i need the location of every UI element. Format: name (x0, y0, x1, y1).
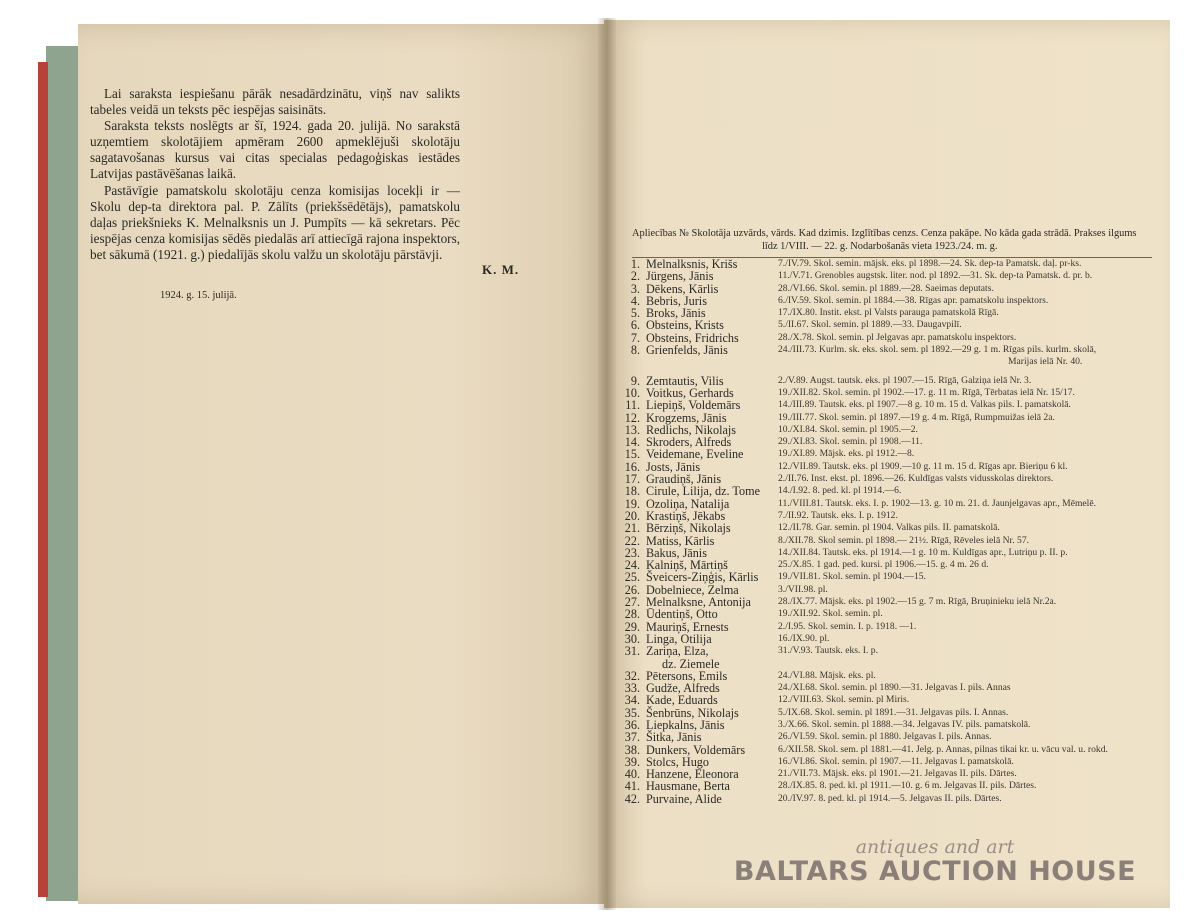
teacher-name-line: Kalniņš, Mārtiņš (646, 558, 728, 573)
row-number: 5. (630, 306, 640, 321)
teacher-name-line: Linga, Otilija (646, 631, 712, 646)
row-number: 20. (624, 508, 640, 523)
teacher-details (778, 307, 999, 319)
teacher-details (778, 448, 914, 460)
teacher-name-line: Šenbrūns, Nikolajs (646, 705, 739, 720)
teacher-details (778, 682, 1011, 694)
row-number: 34. (624, 693, 640, 708)
header-line-2: līdz 1/VIII. — 22. g. Nodarbošanās vieta 1923./24. m. g. (762, 241, 998, 252)
teacher-name-line: Matiss, Kārlis (646, 533, 715, 548)
teacher-details-line: 17./IX.80. Instit. ekst. pl Valsts parauga pamatskolā Rīgā. (778, 307, 999, 319)
teacher-name-line: Ozoliņa, Natalija (646, 496, 730, 511)
teacher-name-line: Liepkalns, Jānis (646, 717, 725, 732)
teacher-details (778, 473, 1053, 485)
teacher-name-line: Veidemane, Eveline (646, 447, 744, 462)
row-number: 12. (624, 410, 640, 425)
teacher-details-line: 6./XII.58. Skol. sem. pl 1881.—41. Jelg. p. Annas, pilnas tikai kr. u. vācu val. u. rokd. (778, 743, 1108, 755)
teacher-name-line: Dunkers, Voldemārs (646, 742, 746, 757)
row-number: 23. (624, 545, 640, 560)
row-number: 32. (624, 668, 640, 683)
teacher-name-line: Šitka, Jānis (646, 730, 702, 745)
teacher-details (778, 756, 1014, 768)
paragraph: Saraksta teksts noslēgts ar šī, 1924. gada 20. julijā. No sarakstā uzņemtiem skolotājiem apmēram 2600 apmeklējuši skolotāju sagatavošanas kursus vai citas specialas pedagoģiskas iestādes Latvijas pastāvēšanas laikā. (90, 118, 460, 182)
teacher-name-line: Graudiņš, Jānis (646, 472, 722, 487)
teacher-details (778, 731, 991, 743)
row-number: 8. (630, 343, 640, 358)
teacher-details-line: 24./VI.88. Mājsk. eks. pl. (778, 669, 876, 681)
teacher-details-line: 3./VII.98. pl. (778, 583, 828, 595)
teacher-details (778, 547, 1068, 559)
row-number: 6. (630, 318, 640, 333)
teacher-details-line: 29./XI.83. Skol. semin. pl 1908.—11. (778, 436, 923, 448)
teacher-details-line: 19./VII.81. Skol. semin. pl 1904.—15. (778, 571, 926, 583)
row-number: 36. (624, 717, 640, 732)
teacher-name-line: Broks, Jānis (646, 306, 706, 321)
teacher-details (778, 387, 1075, 399)
paragraph: Lai saraksta iespiešanu pārāk nesadārdzinātu, viņš nav salikts tabeles veidā un teksts pēc iespējas saisināts. (90, 86, 460, 118)
row-number: 39. (624, 754, 640, 769)
row-number: 21. (624, 521, 640, 536)
teacher-name-line: Jürgens, Jānis (646, 269, 714, 284)
teacher-name-line: Krogzems, Jānis (646, 410, 727, 425)
teacher-name-line: Melnalksne, Antonija (646, 595, 751, 610)
teacher-details (778, 498, 1096, 510)
row-number: 9. (630, 373, 640, 388)
teacher-details-line: 6./IV.59. Skol. semin. pl 1884.—38. Rīgas apr. pamatskolu inspektors. (778, 294, 1049, 306)
teacher-details-line: 14./I.92. 8. ped. kl. pl 1914.—6. (778, 485, 902, 497)
row-number: 10. (624, 385, 640, 400)
teacher-details-line: 31./V.93. Tautsk. eks. I. p. (778, 645, 878, 657)
teacher-details-line: 28./VI.66. Skol. semin. pl 1889.—28. Saeimas deputats. (778, 282, 994, 294)
teacher-details-line: 19./XII.82. Skol. semin. pl 1902.—17. g. 11 m. Rīgā, Tērbatas ielā Nr. 15/17. (778, 386, 1075, 398)
teacher-details (778, 596, 1056, 608)
row-number: 42. (624, 791, 640, 806)
teacher-details-line-2: Marijas ielā Nr. 40. (1008, 356, 1083, 368)
teacher-details-line: 7./IV.79. Skol. semin. mājsk. eks. pl 1898.—24. Sk. dep-ta Pamatsk. daļ. pr-ks. (778, 258, 1082, 269)
teacher-details (778, 399, 1071, 411)
row-number: 35. (624, 705, 640, 720)
book-cover-edge (46, 46, 80, 901)
row-number: 7. (630, 330, 640, 345)
teacher-details (778, 258, 1081, 270)
teacher-name-line: Purvaine, Alide (646, 791, 722, 806)
teacher-details (778, 510, 898, 522)
teacher-details-line: 24./XI.68. Skol. semin. pl 1890.—31. Jelgavas I. pils. Annas (778, 682, 1011, 694)
row-number: 15. (624, 447, 640, 462)
teacher-details (778, 719, 1030, 731)
teacher-details-line: 19./XI.89. Mājsk. eks. pl 1912.—8. (778, 448, 915, 460)
teacher-name-line-2: dz. Ziemele (662, 656, 720, 671)
row-number: 13. (624, 422, 640, 437)
paragraph: Pastāvīgie pamatskolu skolotāju cenza komisijas locekļi ir — Skolu dep-ta direktora pal. P. Zālīts (priekšsēdētājs), pamatskolu daļas priekšnieks K. Melnalksnis un J. Pumpīts — kā sekretars. Pēc iespējas cenza komisijas sēdēs piedalās arī attiecīgā rajona inspektors, bet sākumā (1921. g.) piedalījās skolu valžu un skolotāju pārstāvji. (90, 182, 460, 262)
teacher-name-line: Kade, Eduards (646, 693, 718, 708)
teacher-details-line: 3./X.66. Skol. semin. pl 1888.—34. Jelgavas IV. pils. pamatskolā. (778, 718, 1031, 730)
signature: K. M. (482, 262, 520, 277)
teacher-name-line: Dobelniece, Zelma (646, 582, 739, 597)
teacher-name-line: Redlichs, Nikolajs (646, 422, 737, 437)
row-number: 33. (624, 681, 640, 696)
teacher-details-line: 21./VII.73. Mājsk. eks. pl 1901.—21. Jelgavas II. pils. Dārtes. (778, 768, 1017, 780)
teacher-name-line: Josts, Jānis (646, 459, 701, 474)
teacher-details-line: 11./V.71. Grenobles augstsk. liter. nod. pl 1892.—31. Sk. dep-ta Pamatsk. d. pr. b. (778, 270, 1093, 282)
teacher-details-line: 19./XII.92. Skol. semin. pl. (778, 608, 883, 620)
date-line: 1924. g. 15. julijā. (160, 290, 237, 301)
teacher-details (778, 485, 901, 497)
watermark-tagline: antiques and art (855, 836, 1015, 858)
teacher-details (778, 621, 916, 633)
teacher-details-line: 19./III.77. Skol. semin. pl 1897.—19 g. 4 m. Rīgā, Rumpmuižas ielā 2a. (778, 411, 1055, 423)
teacher-details (778, 780, 1036, 792)
row-number: 2. (630, 269, 640, 284)
row-number: 1. (630, 257, 640, 271)
teacher-name-line: Dēkens, Kārlis (646, 281, 719, 296)
row-number: 37. (624, 730, 640, 745)
teacher-details-line: 2./I.95. Skol. semin. I. p. 1918. —1. (778, 620, 917, 632)
teacher-details (778, 559, 989, 571)
teacher-details-line: 2./II.76. Inst. ekst. pl. 1896.—26. Kuldīgas valsts vidusskolas direktors. (778, 473, 1054, 485)
teacher-details (778, 768, 1017, 780)
teacher-details-line: 5./II.67. Skol. semin. pl 1889.—33. Daugavpilī. (778, 319, 962, 331)
row-number: 26. (624, 582, 640, 597)
row-number: 40. (624, 767, 640, 782)
teacher-name-line: Stolcs, Hugo (646, 754, 709, 769)
teacher-details-line: 11./VIII.81. Tautsk. eks. I. p. 1902—13. g. 10 m. 21. d. Jaunjelgavas apr., Mēmelē. (778, 497, 1097, 509)
teacher-details (778, 694, 909, 706)
teacher-details (778, 344, 1096, 369)
teacher-details (778, 522, 1000, 534)
table-header (632, 227, 1152, 258)
teacher-name-line: Liepiņš, Voldemārs (646, 398, 741, 413)
teacher-name-line: Cirule, Lilija, dz. Tome (646, 484, 761, 499)
teacher-name-line: Grienfelds, Jānis (646, 343, 728, 358)
teacher-details (778, 283, 994, 295)
teacher-details-line: 14./III.89. Tautsk. eks. pl 1907.—8 g. 10 m. 15 d. Valkas pils. I. pamatskolā. (778, 399, 1071, 411)
teacher-name-line: Melnalksnis, Krišs (646, 257, 738, 271)
row-number: 16. (624, 459, 640, 474)
teacher-details (778, 461, 1068, 473)
teacher-details-line: 28./IX.85. 8. ped. kl. pl 1911.—10. g. 6 m. Jelgavas II. pils. Dārtes. (778, 780, 1037, 792)
teacher-details (778, 707, 1008, 719)
row-number: 25. (624, 570, 640, 585)
teacher-details (778, 793, 1002, 805)
teacher-details (778, 436, 922, 448)
watermark-brand: BALTARS AUCTION HOUSE (733, 856, 1137, 887)
teacher-name-line: Obsteins, Fridrichs (646, 330, 739, 345)
row-number: 19. (624, 496, 640, 511)
teacher-details (778, 670, 876, 682)
teacher-details (778, 375, 1031, 387)
teacher-list (612, 258, 1172, 805)
teacher-details-line: 12./VIII.63. Skol. semin. pl Miris. (778, 694, 910, 706)
teacher-details (778, 424, 918, 436)
table-row (612, 645, 1172, 670)
teacher-name-line: Bebris, Juris (646, 293, 707, 308)
teacher-name-line: Skroders, Alfreds (646, 435, 732, 450)
row-number: 28. (624, 607, 640, 622)
teacher-details-line: 25./X.85. 1 gad. ped. kursi. pl 1906.—15. g. 4 m. 26 d. (778, 559, 989, 571)
teacher-details (778, 295, 1048, 307)
row-number: 18. (624, 484, 640, 499)
row-number: 38. (624, 742, 640, 757)
row-number: 24. (624, 558, 640, 573)
teacher-details-line: 20./IV.97. 8. ped. kl. pl 1914.—5. Jelgavas II. pils. Dārtes. (778, 792, 1002, 804)
watermark (700, 836, 1170, 887)
teacher-name-line: Zariņa, Elza, (646, 644, 709, 659)
teacher-details (778, 332, 1016, 344)
teacher-details-line: 12./VII.89. Tautsk. eks. pl 1909.—10 g. 11 m. 15 d. Rīgas apr. Bieriņu 6 kl. (778, 460, 1068, 472)
teacher-details (778, 412, 1055, 424)
row-number: 30. (624, 631, 640, 646)
teacher-details-line: 24./III.73. Kurlm. sk. eks. skol. sem. pl 1892.—29 g. 1 m. Rīgas pils. kurlm. skolā, (778, 344, 1097, 356)
table-row (612, 344, 1172, 369)
row-number: 3. (630, 281, 640, 296)
teacher-name-line: Voitkus, Gerhards (646, 385, 734, 400)
teacher-details (778, 571, 926, 583)
teacher-name-line: Hausmane, Berta (646, 779, 730, 794)
teacher-name-line: Bakus, Jānis (646, 545, 707, 560)
teacher-name-line: Bērziņš, Nikolajs (646, 521, 731, 536)
row-number: 14. (624, 435, 640, 450)
header-line-1: Apliecības № Skolotāja uzvārds, vārds. Kad dzimis. Izglītības cenzs. Cenza pakāpe. No kāda gada strādā. Prakses ilgums (632, 228, 1137, 239)
left-page-text (90, 58, 460, 263)
teacher-name-line: Krastiņš, Jēkabs (646, 508, 726, 523)
teacher-details-line: 14./XII.84. Tautsk. eks. pl 1914.—1 g. 10 m. Kuldīgas apr., Lutriņu p. II. p. (778, 546, 1068, 558)
teacher-details-line: 28./IX.77. Mājsk. eks. pl 1902.—15 g. 7 m. Rīgā, Bruņinieku ielā Nr.2a. (778, 596, 1057, 608)
row-number: 27. (624, 595, 640, 610)
table-row (612, 793, 1172, 805)
teacher-details-line: 26./VI.59. Skol. semin. pl 1880. Jelgavas I. pils. Annas. (778, 731, 992, 743)
teacher-name-line: Pētersons, Emils (646, 668, 728, 683)
teacher-name-line: Zemtautis, Vilis (646, 373, 724, 388)
teacher-details-line: 16./VI.86. Skol. semin. pl 1907.—11. Jelgavas I. pamatskolā. (778, 755, 1014, 767)
row-number: 22. (624, 533, 640, 548)
teacher-details (778, 319, 962, 331)
row-number: 4. (630, 293, 640, 308)
teacher-details (778, 633, 829, 645)
teacher-details-line: 2./V.89. Augst. tautsk. eks. pl 1907.—15. Rīgā, Galziņa ielā Nr. 3. (778, 374, 1032, 386)
teacher-details-line: 8./XII.78. Skol semin. pl 1898.— 21½. Rīgā, Rēveles ielā Nr. 57. (778, 534, 1030, 546)
teacher-details-line: 7./II.92. Tautsk. eks. I. p. 1912. (778, 509, 898, 521)
teacher-details (778, 645, 878, 657)
teacher-details-line: 5./IX.68. Skol. semin. pl 1891.—31. Jelgavas pils. I. Annas. (778, 706, 1009, 718)
teacher-details-line: 16./IX.90. pl. (778, 632, 830, 644)
book-spine-edge (38, 62, 48, 897)
teacher-name-line: Ūdentiņš, Otto (646, 607, 718, 622)
teacher-name-line: Obsteins, Krists (646, 318, 724, 333)
row-number: 31. (624, 644, 640, 659)
row-number: 29. (624, 619, 640, 634)
teacher-details-line: 10./XI.84. Skol. semin. pl 1905.—2. (778, 423, 918, 435)
teacher-details (778, 744, 1108, 756)
teacher-name-line: Gudže, Alfreds (646, 681, 720, 696)
teacher-name-line: Mauriņš, Ernests (646, 619, 729, 634)
teacher-details-line: 28./X.78. Skol. semin. pl Jelgavas apr. pamatskolu inspektors. (778, 331, 1017, 343)
teacher-details (778, 584, 828, 596)
teacher-details (778, 608, 883, 620)
row-number: 17. (624, 472, 640, 487)
teacher-details (778, 535, 1029, 547)
teacher-name-line: Šveicers-Ziņģis, Kārlis (646, 570, 759, 585)
teacher-details (778, 270, 1092, 282)
teacher-name-line: Hanzene, Eleonora (646, 767, 739, 782)
row-number: 41. (624, 779, 640, 794)
teacher-details-line: 12./II.78. Gar. semin. pl 1904. Valkas pils. II. pamatskolā. (778, 522, 1000, 534)
row-number: 11. (625, 398, 640, 413)
